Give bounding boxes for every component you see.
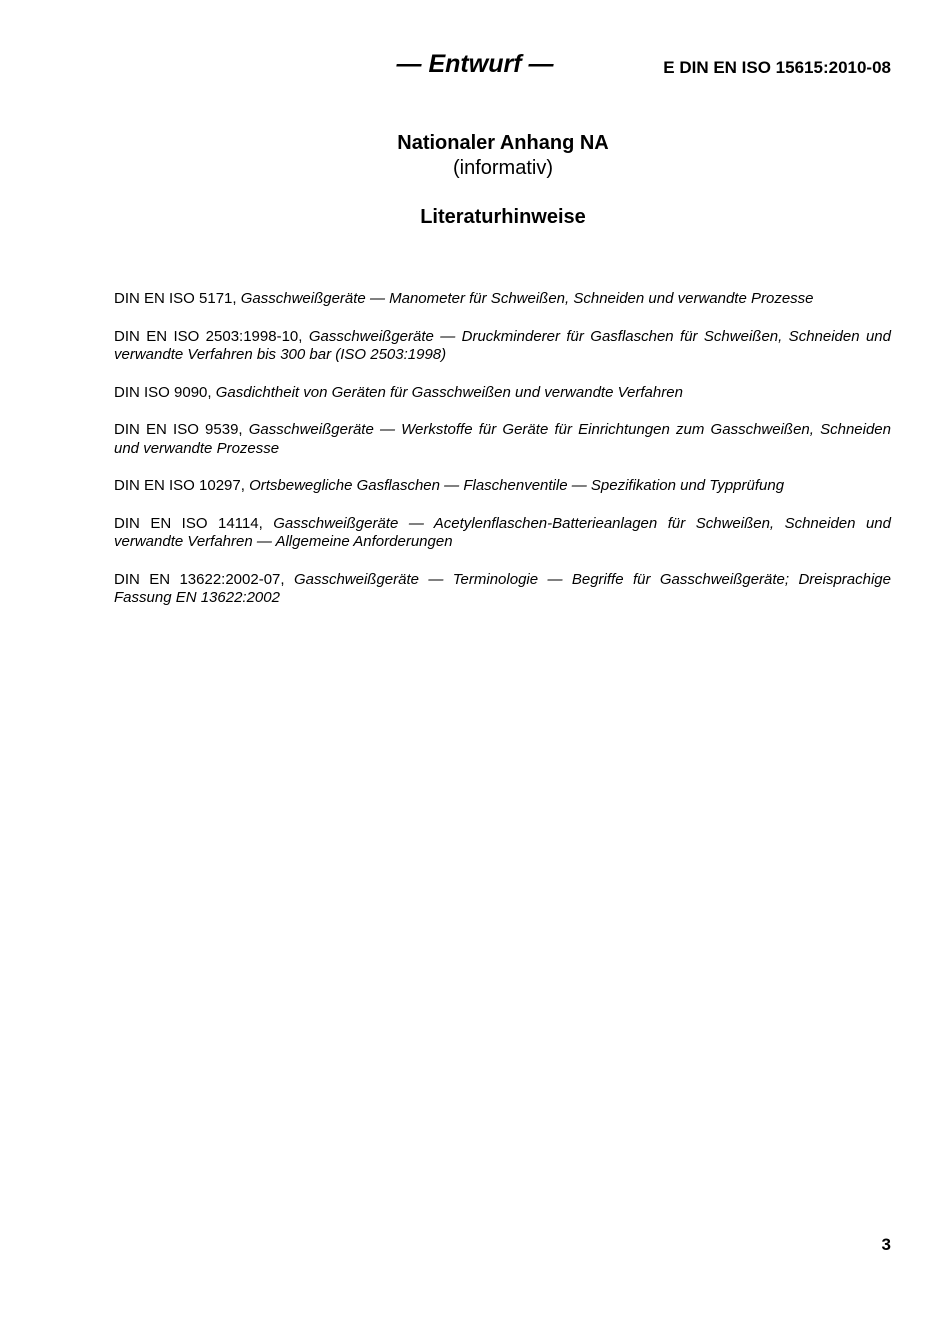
- page-number: 3: [881, 1235, 891, 1254]
- reference-designation: DIN EN 13622:2002-07,: [114, 570, 294, 588]
- reference-title: Gasschweißgeräte — Werkstoffe für Geräte für Einrichtungen zum Gasschweißen, Schneiden und verwandte Prozesse: [114, 421, 891, 457]
- reference-item: [114, 421, 891, 458]
- reference-title: Gasschweißgeräte — Druckminderer für Gasflaschen für Schweißen, Schneiden und verwandte Verfahren bis 300 bar (ISO 2503:1998): [114, 327, 891, 363]
- draft-mark: — Entwurf —: [396, 50, 554, 78]
- reference-designation: DIN EN ISO 9539,: [114, 421, 249, 438]
- reference-title: Gasschweißgeräte — Terminologie — Begriffe für Gasschweißgeräte; Dreisprachige Fassung EN 13622:2002: [114, 570, 891, 606]
- reference-item: [114, 571, 891, 608]
- reference-title: Gasdichtheit von Geräten für Gasschweißen und verwandte Verfahren: [215, 383, 683, 401]
- reference-title: Gasschweißgeräte — Manometer für Schweißen, Schneiden und verwandte Prozesse: [240, 290, 814, 307]
- reference-designation: DIN EN ISO 10297,: [114, 477, 250, 494]
- reference-designation: DIN EN ISO 2503:1998-10,: [114, 327, 309, 345]
- reference-item: [114, 384, 891, 403]
- reference-title: Gasschweißgeräte — Acetylenflaschen-Batterieanlagen für Schweißen, Schneiden und verwandte Verfahren — Allgemeine Anforderungen: [114, 514, 891, 550]
- reference-designation: DIN EN ISO 5171,: [114, 290, 241, 307]
- reference-designation: DIN ISO 9090,: [114, 383, 216, 401]
- bibliography-heading: Literaturhinweise: [420, 206, 586, 228]
- reference-item: [114, 477, 891, 496]
- reference-item: [114, 515, 891, 552]
- reference-title: Ortsbewegliche Gasflaschen — Flaschenventile — Spezifikation und Typprüfung: [249, 477, 785, 494]
- document-id: E DIN EN ISO 15615:2010-08: [663, 58, 891, 77]
- annex-subtitle: (informativ): [452, 157, 553, 179]
- annex-title: Nationaler Anhang NA: [397, 132, 609, 154]
- reference-designation: DIN EN ISO 14114,: [114, 514, 274, 532]
- reference-item: [114, 328, 891, 365]
- reference-item: [114, 290, 891, 309]
- reference-list: [114, 290, 891, 627]
